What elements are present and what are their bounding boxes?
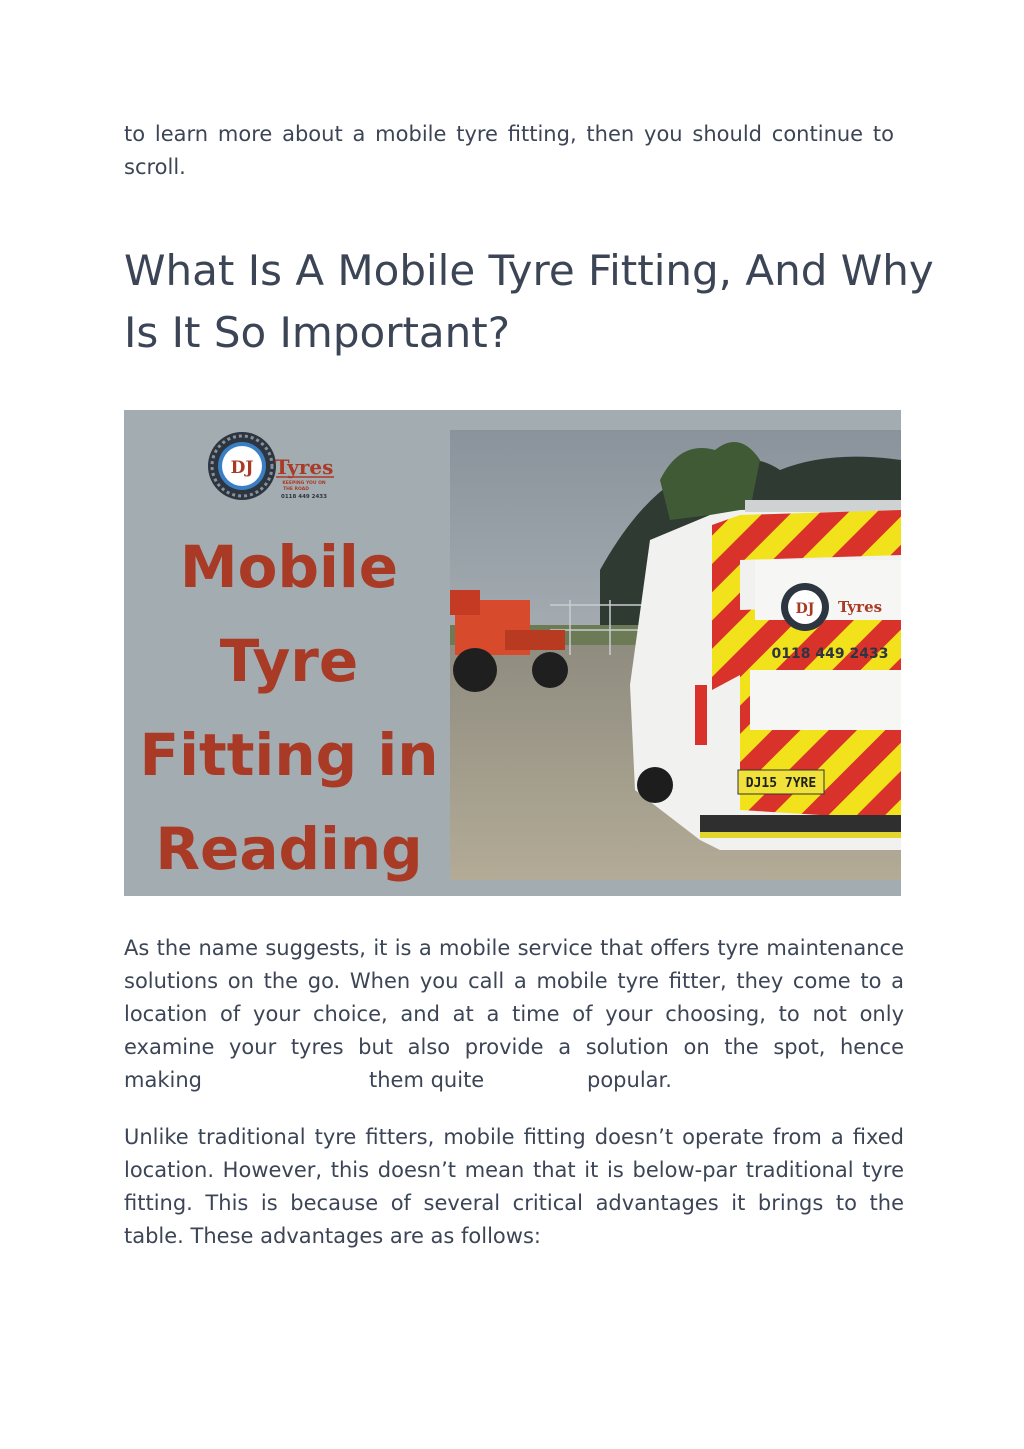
paragraph-word: popular.	[587, 1068, 672, 1092]
van-phone: 0118 449 2433	[771, 646, 889, 662]
promo-banner-image	[124, 410, 901, 896]
paragraph-line: solutions on the go. When you call a mobile tyre fitter, they come to a	[124, 969, 904, 993]
section-heading	[124, 240, 934, 364]
intro-line: to learn more about a mobile tyre fitting, then you should continue to	[124, 122, 894, 146]
heading-line: What Is A Mobile Tyre Fitting, And Why	[124, 246, 934, 295]
logo-tagline: KEEPING YOU ON	[282, 481, 326, 486]
paragraph-line: As the name suggests, it is a mobile service that offers tyre maintenance	[124, 936, 904, 960]
paragraph-line: table. These advantages are as follows:	[124, 1224, 541, 1248]
paragraph-line: fitting. This is because of several critical advantages it brings to the	[124, 1191, 904, 1215]
heading-line: Is It So Important?	[124, 308, 511, 357]
intro-paragraph	[124, 118, 894, 184]
paragraph-line: Unlike traditional tyre fitters, mobile fitting doesn’t operate from a fixed	[124, 1125, 904, 1149]
paragraph-line: examine your tyres but also provide a solution on the spot, hence	[124, 1035, 904, 1059]
paragraph-word: them quite	[369, 1068, 485, 1092]
banner-title-line: Reading	[155, 815, 423, 883]
paragraph-word: making	[124, 1068, 202, 1092]
van-photo	[450, 430, 901, 880]
banner-text-panel	[124, 410, 450, 896]
van-plate: DJ15 7YRE	[745, 776, 817, 791]
logo-tyres-text: Tyres	[274, 455, 334, 479]
van-logo-dj: DJ	[795, 601, 815, 617]
banner-title-line: Mobile	[179, 533, 399, 601]
banner-title-line: Fitting in	[139, 721, 439, 789]
banner-title	[124, 520, 454, 896]
logo-phone: 0118 449 2433	[281, 494, 327, 500]
logo-tagline: THE ROAD	[283, 487, 309, 492]
intro-line: scroll.	[124, 155, 186, 179]
van	[630, 500, 901, 850]
paragraph-line: location. However, this doesn’t mean that it is below-par traditional tyre	[124, 1158, 904, 1182]
paragraph-advantages	[124, 1121, 904, 1253]
dj-tyres-logo	[204, 428, 344, 508]
banner-title-line: Tyre	[219, 627, 359, 695]
van-logo-tyres: Tyres	[837, 598, 883, 616]
paragraph-line	[124, 1064, 904, 1097]
paragraph-mobile-service	[124, 932, 904, 1097]
paragraph-line: location of your choice, and at a time of your choosing, to not only	[124, 1002, 904, 1026]
logo-dj-text: DJ	[230, 458, 254, 478]
